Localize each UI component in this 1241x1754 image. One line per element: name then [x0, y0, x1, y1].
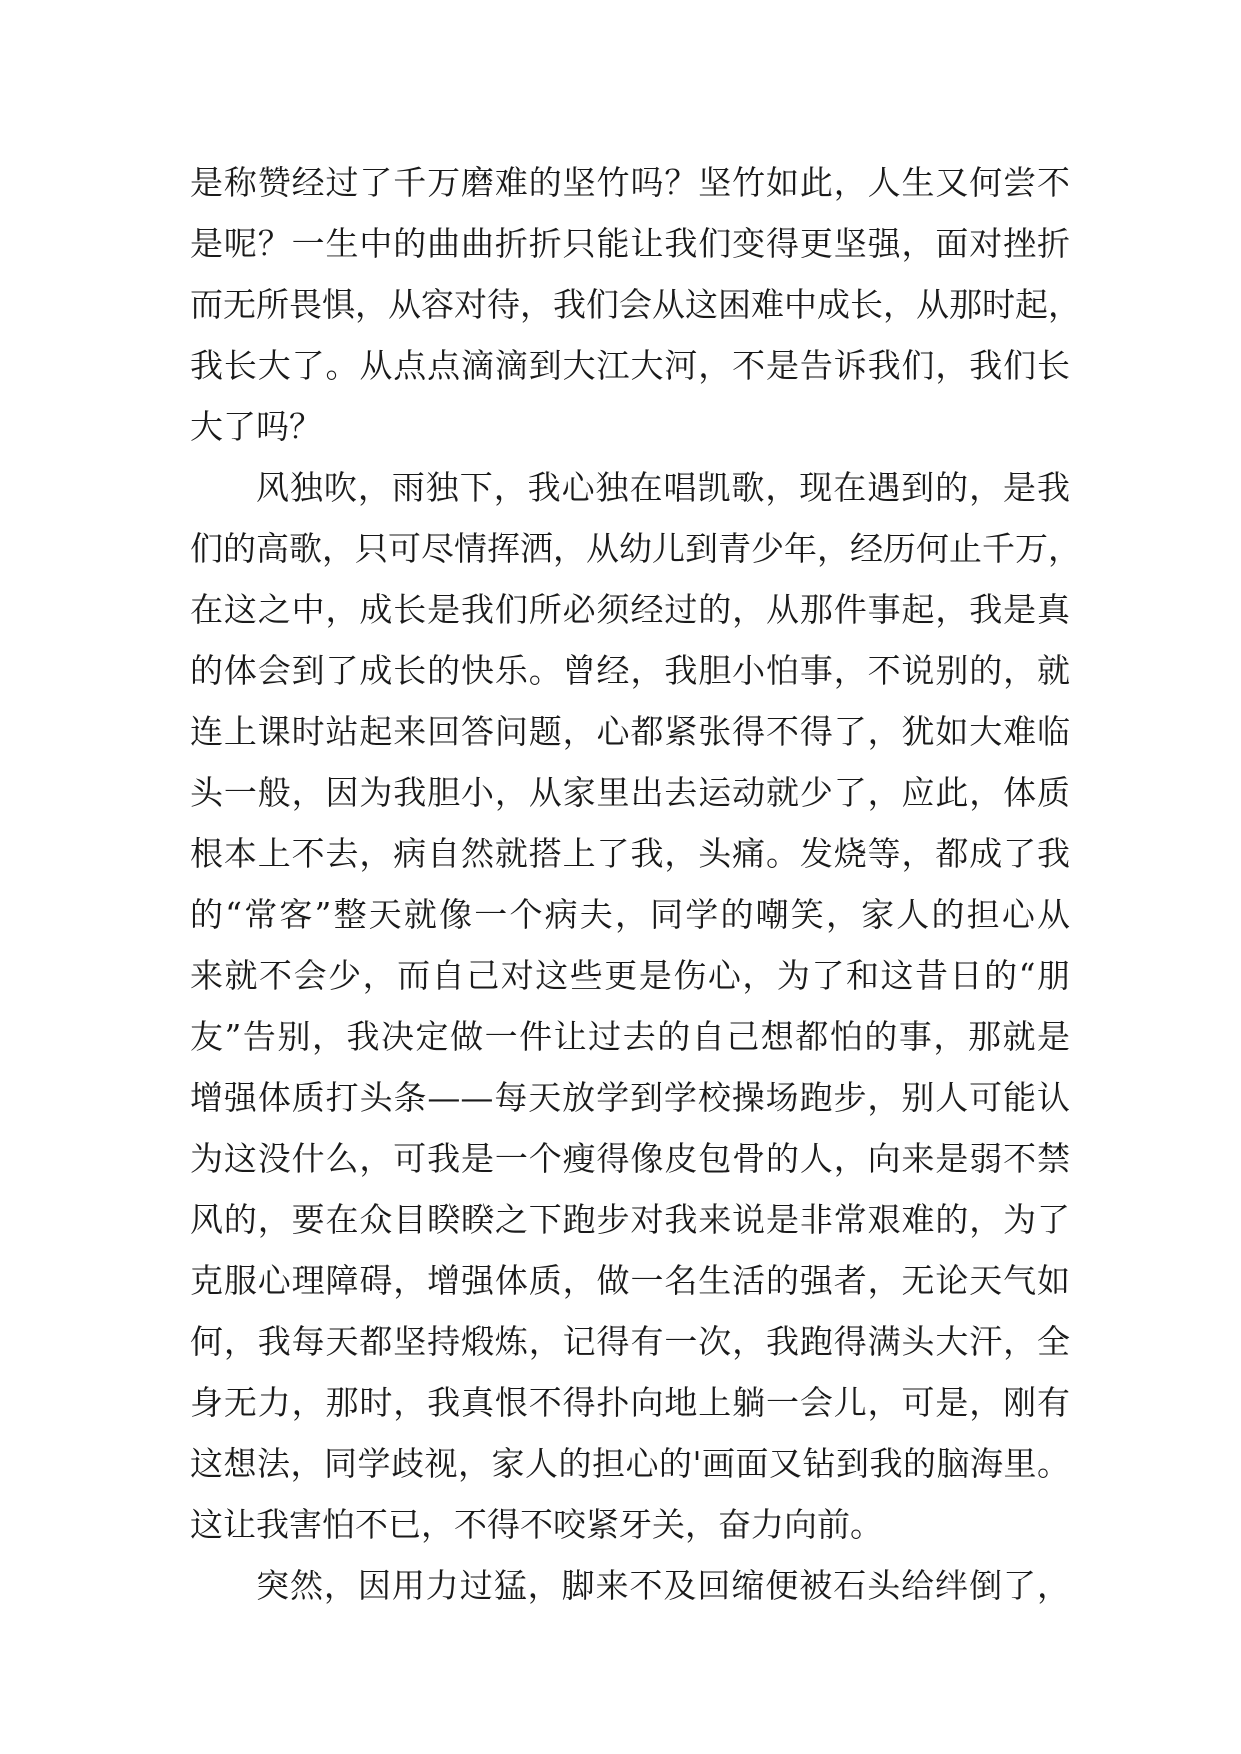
text-line: 头一般，因为我胆小，从家里出去运动就少了，应此，体质 [190, 773, 1070, 812]
text-line: 身无力，那时，我真恨不得扑向地上躺一会儿，可是，刚有 [190, 1383, 1070, 1422]
text-line: 连上课时站起来回答问题，心都紧张得不得了，犹如大难临 [190, 712, 1070, 751]
text-line: 根本上不去，病自然就搭上了我，头痛。发烧等，都成了我 [190, 834, 1070, 873]
text-line: 在这之中，成长是我们所必须经过的，从那件事起，我是真 [190, 590, 1070, 629]
text-line: 这想法，同学歧视，家人的担心的'画面又钻到我的脑海里。 [190, 1444, 1070, 1483]
text-line: 是呢？一生中的曲曲折折只能让我们变得更坚强，面对挫折 [190, 224, 1070, 263]
text-line: 的体会到了成长的快乐。曾经，我胆小怕事，不说别的，就 [190, 651, 1070, 690]
text-line: 而无所畏惧，从容对待，我们会从这困难中成长，从那时起， [190, 285, 1081, 324]
essay-text [190, 152, 1081, 1616]
text-line: 来就不会少，而自己对这些更是伤心，为了和这昔日的“朋 [190, 956, 1070, 995]
text-line: 增强体质打头条——每天放学到学校操场跑步，别人可能认 [190, 1078, 1070, 1117]
text-line: 是称赞经过了千万磨难的坚竹吗？坚竹如此，人生又何尝不 [190, 163, 1070, 202]
text-line: 这让我害怕不已，不得不咬紧牙关，奋力向前。 [190, 1505, 883, 1544]
text-line: 们的高歌，只可尽情挥洒，从幼儿到青少年，经历何止千万， [190, 529, 1081, 568]
text-line: 克服心理障碍，增强体质，做一名生活的强者，无论天气如 [190, 1261, 1070, 1300]
text-line: 何，我每天都坚持煅炼，记得有一次，我跑得满头大汗，全 [190, 1322, 1070, 1361]
text-line: 大了吗？ [190, 407, 322, 446]
paragraph-first-line: 突然，因用力过猛，脚来不及回缩便被石头给绊倒了， [256, 1566, 1070, 1605]
text-line: 风的，要在众目睽睽之下跑步对我来说是非常艰难的，为了 [190, 1200, 1070, 1239]
paragraph-first-line: 风独吹，雨独下，我心独在唱凯歌，现在遇到的，是我 [256, 468, 1070, 507]
text-line: 我长大了。从点点滴滴到大江大河，不是告诉我们，我们长 [190, 346, 1070, 385]
text-line: 的“常客”整天就像一个病夫，同学的嘲笑，家人的担心从 [190, 895, 1070, 934]
text-line: 友”告别，我决定做一件让过去的自己想都怕的事，那就是 [190, 1017, 1070, 1056]
text-line: 为这没什么，可我是一个瘦得像皮包骨的人，向来是弱不禁 [190, 1139, 1070, 1178]
